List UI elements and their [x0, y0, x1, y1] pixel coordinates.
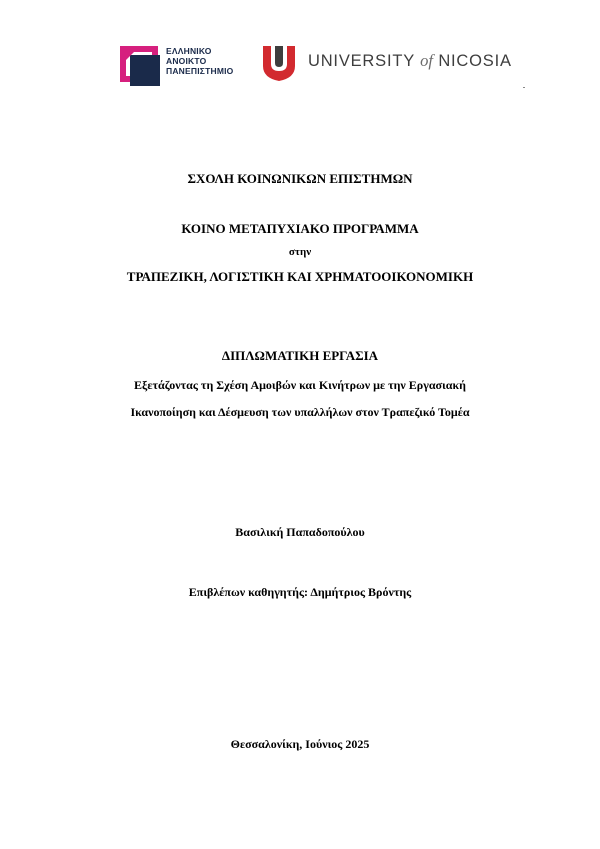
- unic-text-part: NICOSIA: [432, 52, 512, 70]
- program-name: ΚΟΙΝΟ ΜΕΤΑΠΥΧΙΑΚΟ ΠΡΟΓΡΑΜΜΑ: [181, 221, 419, 236]
- author-name: Βασιλική Παπαδοπούλου: [235, 525, 365, 539]
- hellenic-open-university-name: [166, 46, 233, 76]
- place-and-date: Θεσσαλονίκη, Ιούνιος 2025: [230, 737, 370, 751]
- logo-line: ΑΝΟΙΚΤΟ: [166, 56, 207, 66]
- field-name: ΤΡΑΠΕΖΙΚΗ, ΛΟΓΙΣΤΙΚΗ ΚΑΙ ΧΡΗΜΑΤΟΟΙΚΟΝΟΜΙΚΗ: [126, 269, 474, 284]
- school-name: ΣΧΟΛΗ ΚΟΙΝΩΝΙΚΩΝ ΕΠΙΣΤΗΜΩΝ: [187, 171, 413, 186]
- thesis-title-line-1: Εξετάζοντας τη Σχέση Αμοιβών και Κινήτρων με την Εργασιακή: [134, 378, 466, 392]
- header-logos: [118, 40, 518, 90]
- university-of-nicosia-name: [308, 51, 512, 71]
- hellenic-open-university-logo-icon: [118, 42, 162, 86]
- thesis-type: ΔΙΠΛΩΜΑΤΙΚΗ ΕΡΓΑΣΙΑ: [221, 348, 379, 363]
- thesis-title-line-2: Ικανοποίηση και Δέσμευση των υπαλλήλων στον Τραπεζικό Τομέα: [130, 405, 470, 419]
- unic-text-part: UNIVERSITY: [308, 52, 421, 70]
- logo-line: ΠΑΝΕΠΙΣΤΗΜΙΟ: [166, 66, 234, 76]
- logo-line: ΕΛΛΗΝΙΚΟ: [166, 46, 212, 56]
- stray-mark: [523, 87, 525, 88]
- supervisor: Επιβλέπων καθηγητής: Δημήτριος Βρόντης: [188, 585, 412, 599]
- university-of-nicosia-shield-icon: [261, 44, 297, 82]
- connector-word: στην: [288, 246, 312, 258]
- unic-text-of: of: [420, 51, 433, 70]
